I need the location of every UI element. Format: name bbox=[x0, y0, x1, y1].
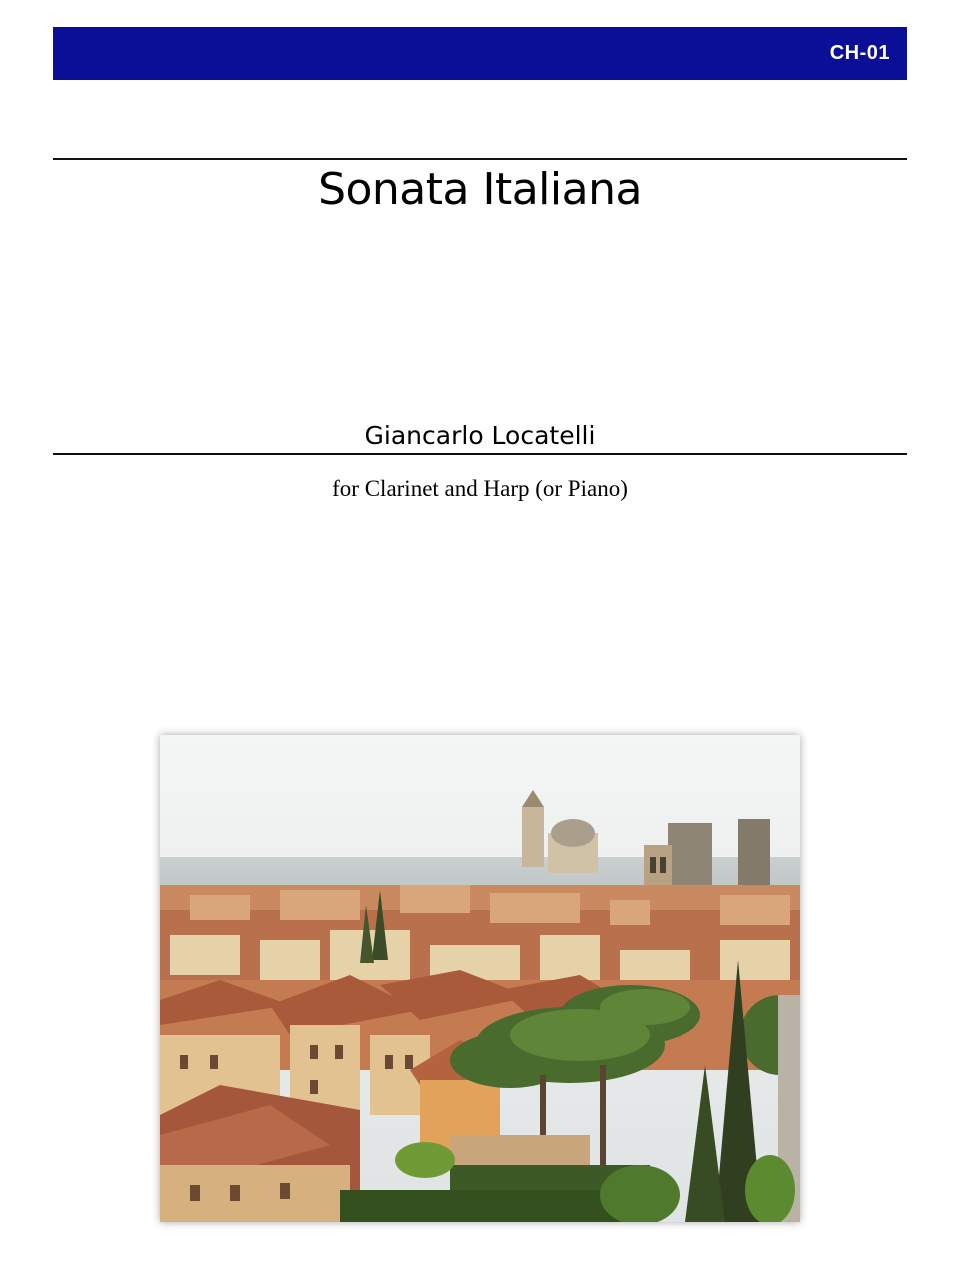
score-title: Sonata Italiana bbox=[318, 164, 642, 215]
cover-photo bbox=[160, 735, 800, 1222]
top-divider bbox=[53, 158, 907, 160]
catalog-code: CH-01 bbox=[829, 42, 890, 64]
header-bar bbox=[53, 27, 907, 80]
instrumentation-line: for Clarinet and Harp (or Piano) bbox=[332, 476, 628, 501]
composer-divider bbox=[53, 453, 907, 455]
composer-name: Giancarlo Locatelli bbox=[364, 421, 596, 450]
